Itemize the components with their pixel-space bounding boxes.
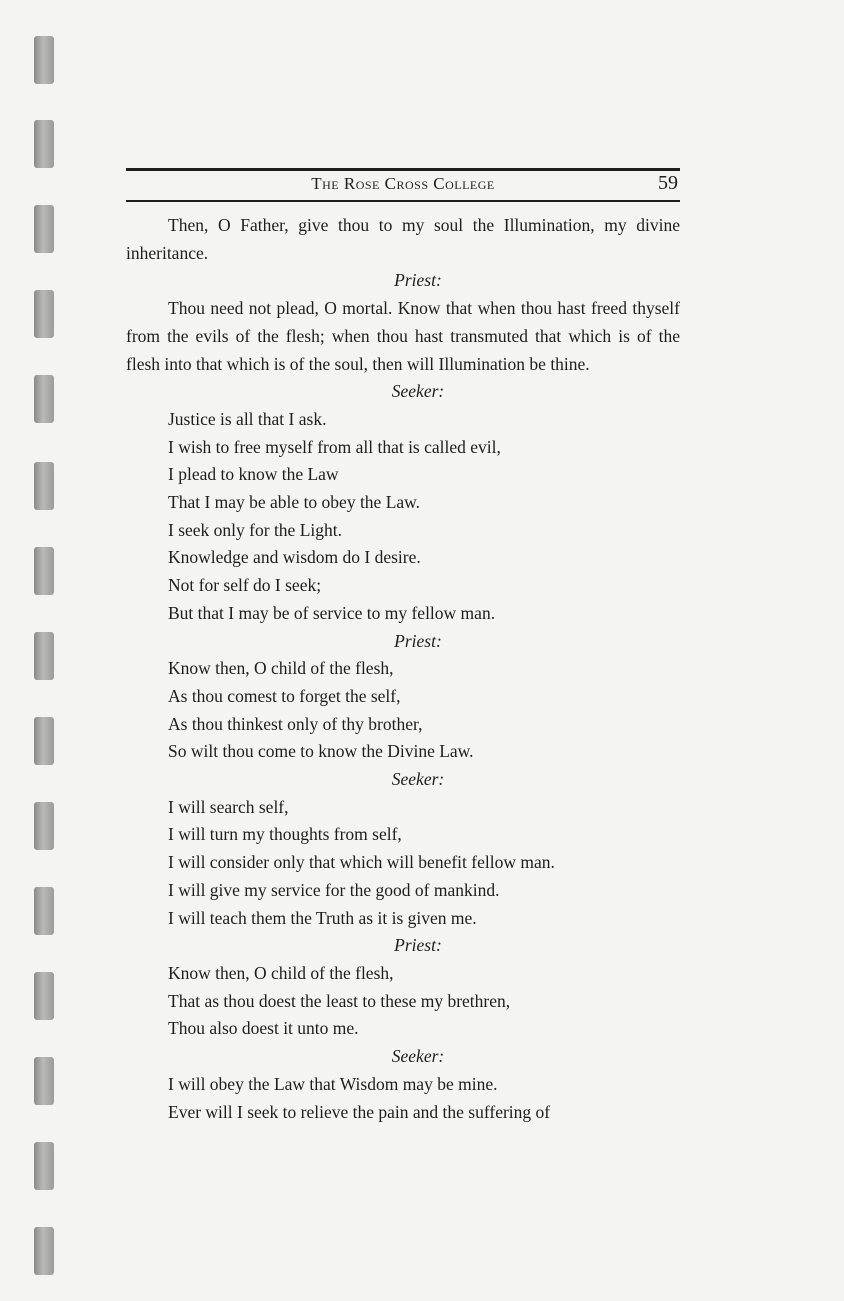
punch-hole xyxy=(34,972,54,1020)
verse-line: I will give my service for the good of mankind. xyxy=(168,879,500,900)
binding-holes xyxy=(34,0,56,1301)
header-rule-top xyxy=(126,168,680,171)
punch-hole xyxy=(34,1227,54,1275)
verse-line: As thou comest to forget the self, xyxy=(168,685,401,706)
verse-line: I will consider only that which will benefit fellow man. xyxy=(168,852,555,873)
verse-line: So wilt thou come to know the Divine Law. xyxy=(168,741,474,762)
punch-hole xyxy=(34,887,54,935)
verse-line: I seek only for the Light. xyxy=(168,519,342,540)
running-title: The Rose Cross College xyxy=(311,174,495,193)
verse-line: Knowledge and wisdom do I desire. xyxy=(168,547,421,568)
verse-line: Thou also doest it unto me. xyxy=(168,1018,359,1039)
verse-line: Know then, O child of the flesh, xyxy=(168,962,394,983)
verse-line: Justice is all that I ask. xyxy=(168,408,327,429)
punch-hole xyxy=(34,632,54,680)
speaker-label: Seeker: xyxy=(391,769,445,790)
verse-line: That I may be able to obey the Law. xyxy=(168,492,421,513)
verse-line: That as thou doest the least to these my brethren, xyxy=(168,990,511,1011)
punch-hole xyxy=(34,290,54,338)
verse-line: Not for self do I seek; xyxy=(168,575,322,596)
punch-hole xyxy=(34,802,54,850)
verse-line: But that I may be of service to my fellow man. xyxy=(168,602,496,623)
punch-hole xyxy=(34,120,54,168)
punch-hole xyxy=(34,1142,54,1190)
verse-line: I will turn my thoughts from self, xyxy=(168,824,402,845)
verse-line: I will obey the Law that Wisdom may be mine. xyxy=(168,1073,498,1094)
header-rule-bottom xyxy=(126,200,680,202)
punch-hole xyxy=(34,36,54,84)
speaker-label: Seeker: xyxy=(391,1046,445,1067)
verse-line: I plead to know the Law xyxy=(168,464,339,485)
verse-line: As thou thinkest only of thy brother, xyxy=(168,713,423,734)
punch-hole xyxy=(34,547,54,595)
punch-hole xyxy=(34,1057,54,1105)
verse-line: Know then, O child of the flesh, xyxy=(168,658,394,679)
verse-line: I will teach them the Truth as it is given me. xyxy=(168,907,477,928)
prose-paragraph: Then, O Father, give thou to my soul the Illumination, my divine inheritance. xyxy=(126,215,680,263)
speaker-label: Seeker: xyxy=(391,381,445,402)
prose-paragraph: Thou need not plead, O mortal. Know that when thou hast freed thyself from the evils of the flesh; when thou hast transmuted that which is of the flesh into that which is of the soul, then will Illumination be thine. xyxy=(126,298,680,374)
page-number: 59 xyxy=(658,172,678,194)
verse-line: Ever will I seek to relieve the pain and the suffering of xyxy=(168,1101,551,1122)
verse-line: I will search self, xyxy=(168,796,289,817)
punch-hole xyxy=(34,375,54,423)
verse-line: I wish to free myself from all that is called evil, xyxy=(168,436,501,457)
speaker-label: Priest: xyxy=(394,270,442,291)
punch-hole xyxy=(34,462,54,510)
punch-hole xyxy=(34,717,54,765)
speaker-label: Priest: xyxy=(394,935,442,956)
punch-hole xyxy=(34,205,54,253)
speaker-label: Priest: xyxy=(394,630,442,651)
page-body-text xyxy=(126,212,680,1126)
running-head xyxy=(126,172,680,200)
